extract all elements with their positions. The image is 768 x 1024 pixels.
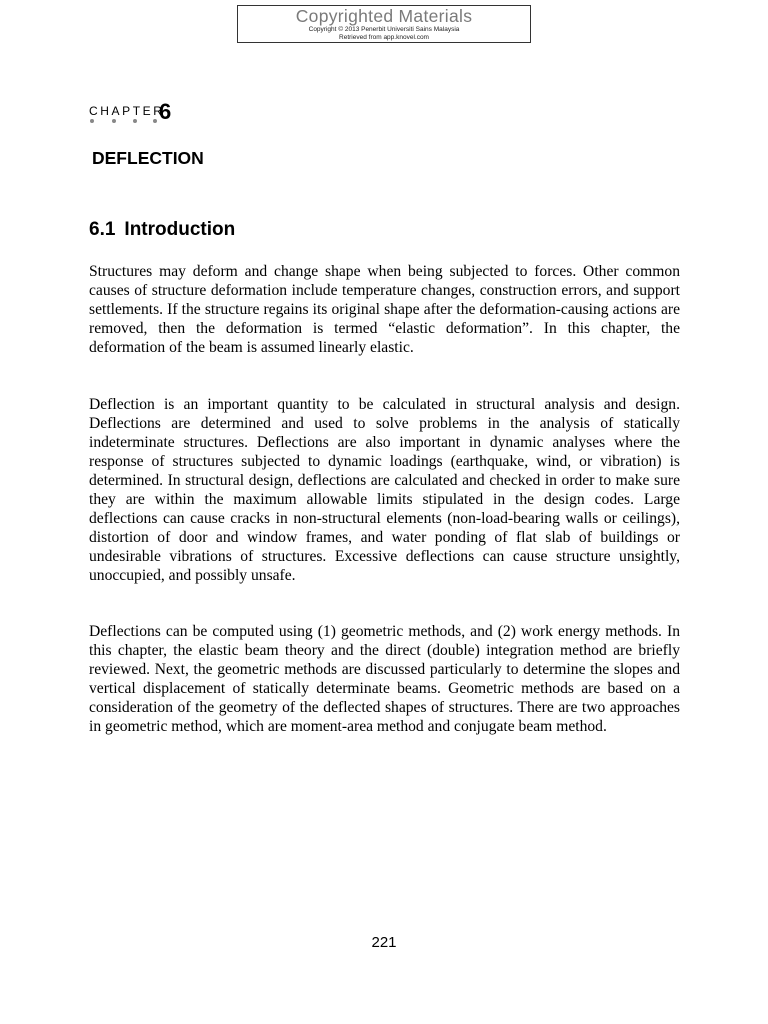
chapter-label: CHAPTER [89,104,165,118]
body-paragraph: Structures may deform and change shape when being subjected to forces. Other common causes of structure deformation include temperature changes, construction errors, and support settlements. If the structure regains its original shape after the deformation-causing actions are removed, then the deformation is termed “elastic deformation”. In this chapter, the deformation of the beam is assumed linearly elastic. [89,263,680,356]
chapter-dots-ornament [90,119,160,127]
chapter-number: 6 [159,99,172,124]
section-number: 6.1 [89,219,116,240]
copyright-stamp [237,5,531,43]
section-heading [89,219,235,241]
section-title: Introduction [124,219,236,240]
chapter-title: DEFLECTION [92,148,204,168]
stamp-title: Copyrighted Materials [295,6,473,26]
body-paragraph: Deflection is an important quantity to be calculated in structural analysis and design. Deflections are determined and used to solve problems in the analysis of statically indeterminate structures. Deflections are also important in dynamic analyses where the response of structures subjected to dynamic loadings (earthquake, wind, or vibration) is determined. In structural design, deflections are calculated and checked in order to make sure they are within the maximum allowable limits stipulated in the design codes. Large deflections can cause cracks in non-structural elements (non-load-bearing walls or ceilings), distortion of door and window frames, and water ponding of flat slab of buildings or undesirable vibrations of structures. Excessive deflections can cause structure unsightly, unoccupied, and possibly unsafe. [89,396,680,584]
stamp-copyright-line: Copyright © 2013 Penerbit Universiti Sains Malaysia [308,26,460,33]
body-paragraph: Deflections can be computed using (1) geometric methods, and (2) work energy methods. In this chapter, the elastic beam theory and the direct (double) integration method are briefly reviewed. Next, the geometric methods are discussed particularly to determine the slopes and vertical displacement of statically determinate beams. Geometric methods are based on a consideration of the geometry of the deflected shapes of structures. There are two approaches in geometric method, which are moment-area method and conjugate beam method. [89,623,680,735]
stamp-source-line: Retrieved from app.knovel.com [339,33,429,41]
page-number: 221 [371,934,397,951]
